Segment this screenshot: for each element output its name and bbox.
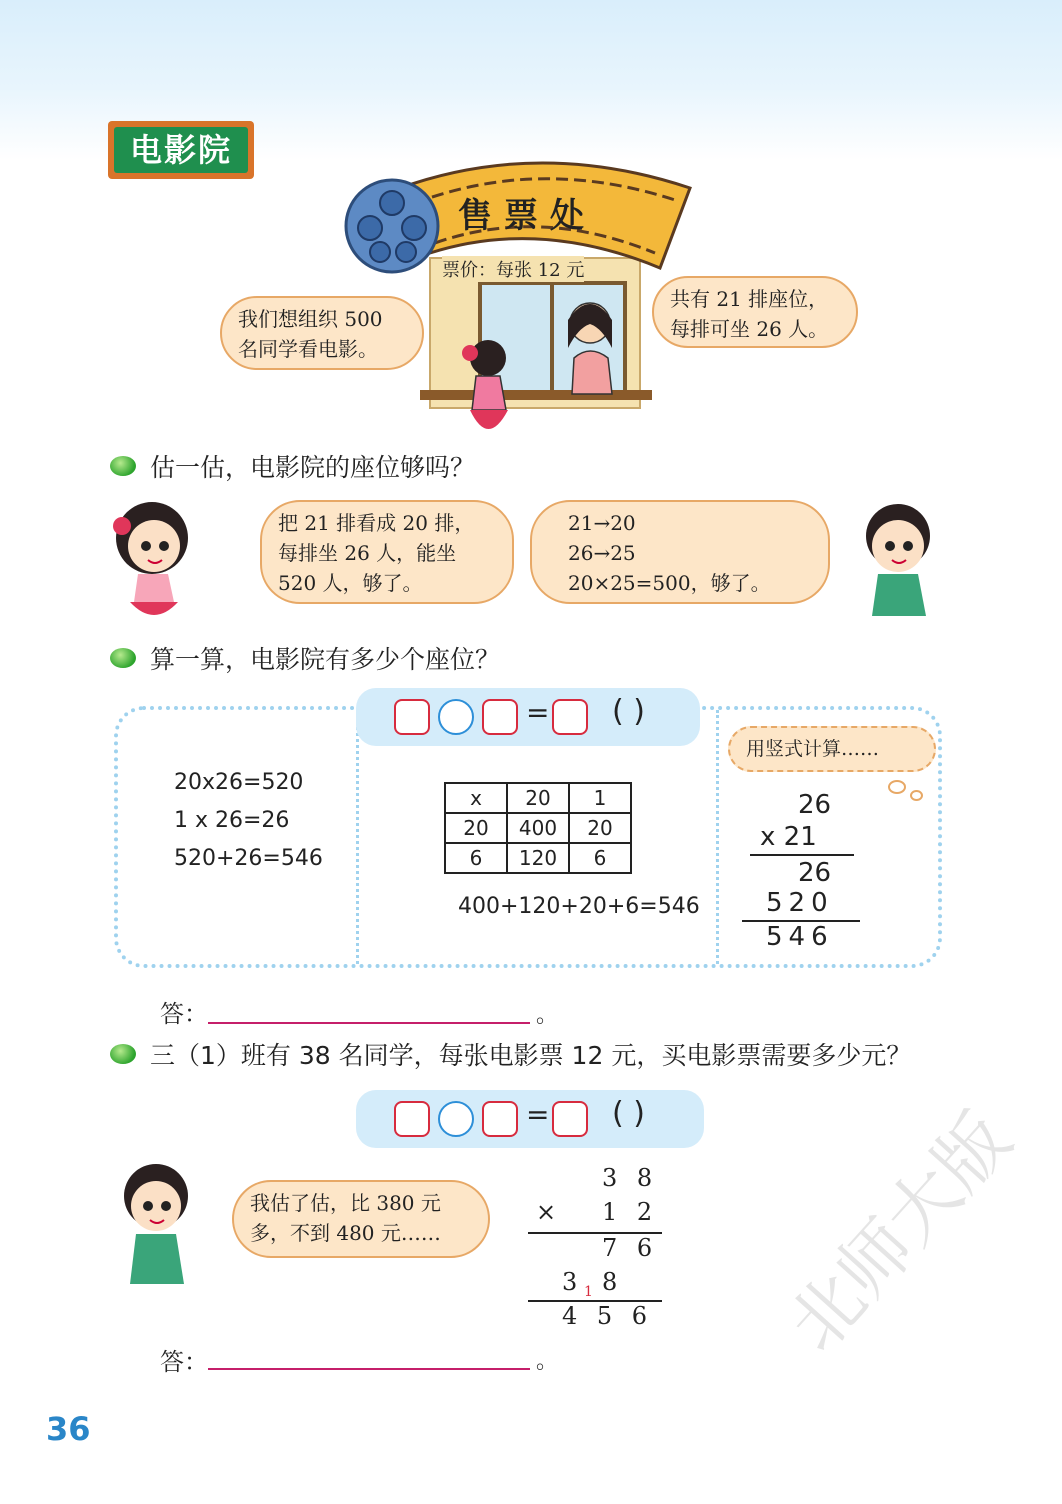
page-number: 36	[46, 1410, 91, 1448]
sign-text: 售票处	[458, 196, 596, 236]
grid-cell: 20	[507, 783, 569, 813]
girl-character-icon	[104, 496, 224, 626]
times-sign: ×	[536, 1198, 557, 1226]
vertical-digit: 3	[562, 1268, 578, 1296]
question-2-text: 算一算，电影院有多少个座位？	[150, 645, 501, 674]
answer-end: 。	[536, 1003, 559, 1028]
answer-end: 。	[536, 1349, 559, 1374]
publisher-watermark: 北师大版	[771, 1096, 1028, 1367]
bubble-line: 共有 21 排座位，	[670, 287, 829, 311]
operator-circle[interactable]	[438, 699, 474, 735]
method-1-line: 20x26=520	[174, 770, 304, 795]
bubble-line: 我们想组织 500	[238, 307, 383, 331]
vertical-line: 546	[766, 922, 834, 952]
ticket-price: 票价：每张 12 元	[442, 256, 584, 282]
equation-box[interactable]	[482, 1101, 518, 1137]
panel-divider	[716, 710, 719, 964]
method-1-line: 520+26=546	[174, 846, 323, 871]
vertical-line: 26	[798, 790, 832, 820]
clerk-speech-bubble	[652, 276, 858, 348]
grid-cell: 400	[507, 813, 569, 843]
boy-character-icon	[838, 496, 958, 626]
unit-parentheses[interactable]: ( )	[612, 1096, 645, 1131]
equation-box[interactable]	[552, 1101, 588, 1137]
thought-bubble	[728, 726, 936, 772]
panel-divider	[356, 710, 359, 964]
bubble-line: 把 21 排看成 20 排，	[278, 511, 475, 535]
vertical-line: 520	[766, 888, 834, 918]
question-3	[110, 1038, 911, 1074]
green-bullet-icon	[110, 648, 136, 668]
question-1	[110, 450, 475, 486]
bubble-line: 20×25=500，够了。	[568, 571, 771, 595]
bubble-line: 名同学看电影。	[238, 337, 378, 361]
grid-cell: 6	[445, 843, 507, 873]
operator-circle[interactable]	[438, 1101, 474, 1137]
bubble-line: 21→20	[568, 511, 636, 535]
grid-cell: 6	[569, 843, 631, 873]
equals-sign: =	[526, 696, 550, 729]
question-2	[110, 642, 500, 678]
equation-box[interactable]	[394, 1101, 430, 1137]
method-1-line: 1 x 26=26	[174, 808, 290, 833]
grid-cell: 1	[569, 783, 631, 813]
question-3-text: 三（1）班有 38 名同学，每张电影票 12 元，买电影票需要多少元？	[150, 1041, 912, 1070]
question-1-text: 估一估，电影院的座位够吗？	[150, 453, 476, 482]
equation-box[interactable]	[394, 699, 430, 735]
vertical-row: 7 6	[602, 1234, 659, 1262]
grid-cell: 20	[569, 813, 631, 843]
vertical-digit: 8	[602, 1268, 618, 1296]
vertical-row: 3 8	[602, 1164, 659, 1192]
equation-box[interactable]	[552, 699, 588, 735]
vertical-line: 26	[798, 858, 832, 888]
section-title-badge	[108, 121, 254, 179]
bubble-line: 26→25	[568, 541, 636, 565]
answer-label: 答：	[160, 1000, 208, 1028]
answer-line[interactable]	[208, 1022, 530, 1024]
multiplication-grid	[444, 782, 632, 874]
grid-cell: 120	[507, 843, 569, 873]
vertical-result: 4 5 6	[562, 1302, 654, 1330]
boy-estimate-bubble-q3	[232, 1180, 490, 1258]
green-bullet-icon	[110, 1044, 136, 1064]
bubble-line: 520 人，够了。	[278, 571, 423, 595]
thought-dot	[910, 790, 923, 801]
bubble-line: 每排坐 26 人，能坐	[278, 541, 457, 565]
thought-text: 用竖式计算……	[746, 738, 880, 760]
answer-line[interactable]	[208, 1368, 530, 1370]
bubble-line: 每排可坐 26 人。	[670, 317, 829, 341]
boy-thinking-icon	[104, 1156, 214, 1286]
equals-sign: =	[526, 1098, 550, 1131]
answer-label: 答：	[160, 1348, 208, 1376]
section-title: 电影院	[114, 127, 248, 173]
unit-parentheses[interactable]: ( )	[612, 694, 645, 729]
vertical-row: 1 2	[602, 1198, 659, 1226]
equation-box[interactable]	[482, 699, 518, 735]
green-bullet-icon	[110, 456, 136, 476]
equation-bar-q3	[356, 1090, 704, 1148]
vertical-rule	[750, 854, 854, 856]
carry-digit: 1	[584, 1284, 593, 1300]
bubble-line: 我估了估，比 380 元	[250, 1191, 441, 1215]
grid-cell: 20	[445, 813, 507, 843]
vertical-line: x 21	[760, 822, 817, 852]
girl-speech-bubble	[220, 296, 424, 370]
grid-cell: x	[445, 783, 507, 813]
equation-bar-q2	[356, 688, 700, 746]
grid-sum: 400+120+20+6=546	[458, 894, 700, 919]
boy-estimate-bubble	[530, 500, 830, 604]
girl-estimate-bubble	[260, 500, 514, 604]
bubble-line: 多，不到 480 元……	[250, 1221, 441, 1245]
thought-dot	[888, 780, 906, 794]
